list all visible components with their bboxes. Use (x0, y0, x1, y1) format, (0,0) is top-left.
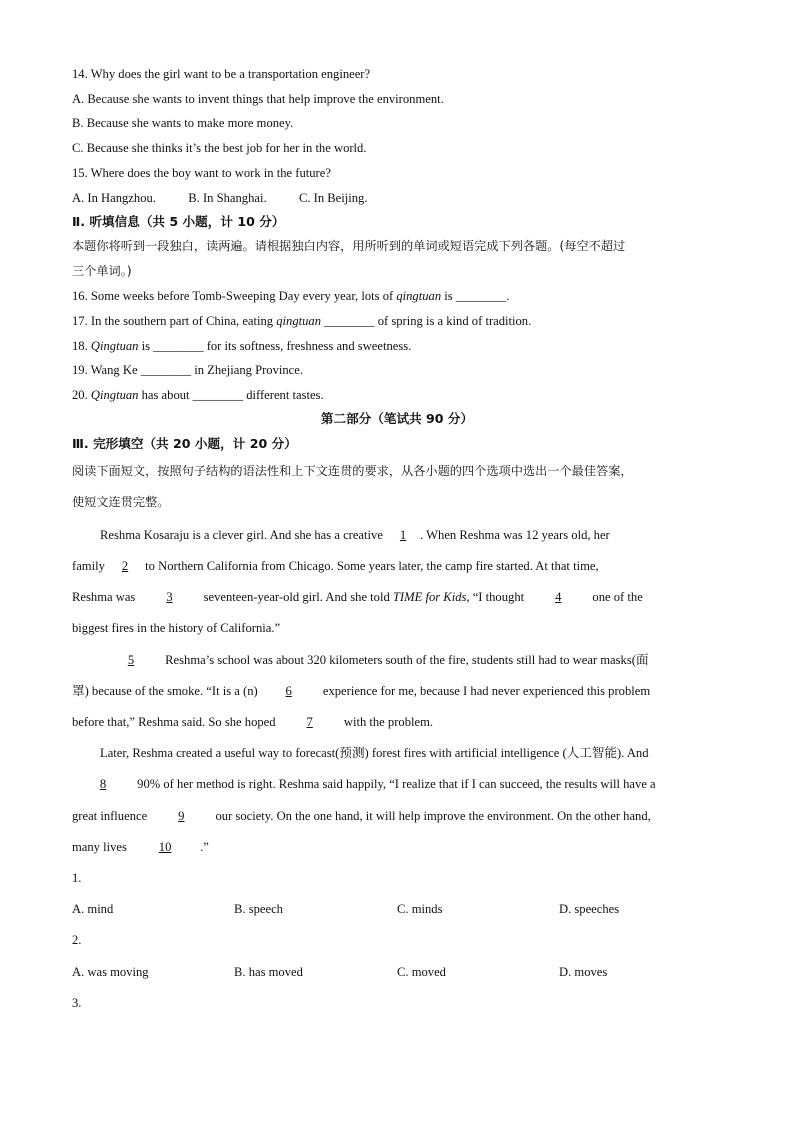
q14-option-a: A. Because she wants to invent things that help improve the environment. (72, 92, 444, 106)
q14-option-c: C. Because she thinks it’s the best job for her in the world. (72, 141, 367, 155)
cloze-blank-9: 9 (178, 809, 185, 823)
passage-line: Reshma was 3 seventeen-year-old girl. And she told TIME for Kids, “I thought 4 one of the (72, 590, 643, 604)
section-3-heading: Ⅲ. 完形填空（共 20 小题，计 20 分） (72, 436, 297, 451)
question-16: 16. Some weeks before Tomb-Sweeping Day every year, lots of qingtuan is ________. (72, 289, 510, 303)
choice-option: A. mind (72, 902, 114, 916)
q15-option-b: B. In Shanghai. (188, 191, 267, 205)
passage-line: great influence 9 our society. On the one hand, it will help improve the environment. On the other hand, (72, 809, 651, 823)
section-2-instruction-line-1: 本题你将听到一段独白，读两遍。请根据独白内容，用所听到的单词或短语完成下列各题。(每空不超过 (72, 239, 626, 253)
part-2-title: 第二部分（笔试共 90 分） (320, 411, 474, 426)
choice-option: C. moved (397, 965, 446, 979)
passage-line: 5 Reshma’s school was about 320 kilometers south of the fire, students still had to wear masks(面 (72, 652, 649, 668)
section-3-instruction-line-2: 使短文连贯完整。 (72, 495, 170, 509)
q15-option-a: A. In Hangzhou. (72, 191, 156, 205)
question-number: 3. (72, 996, 82, 1010)
cloze-blank-8: 8 (99, 777, 107, 791)
choice-option: C. minds (397, 902, 443, 916)
choice-option: A. was moving (72, 965, 149, 979)
passage-line: before that,” Reshma said. So she hoped 7 with the problem. (72, 715, 434, 729)
cloze-blank-10: 10 (158, 840, 172, 854)
section-3-instruction-line-1: 阅读下面短文，按照句子结构的语法性和上下文连贯的要求，从各小题的四个选项中选出一个最佳答案， (72, 464, 633, 478)
passage-line: 罩) because of the smoke. “It is a (n) 6 experience for me, because I had never experienced this problem (72, 684, 651, 698)
cloze-blank-3: 3 (166, 590, 173, 604)
choice-option: B. has moved (234, 965, 303, 979)
section-2-heading: Ⅱ. 听填信息（共 5 小题，计 10 分） (72, 214, 285, 229)
cloze-blank-2: 2 (121, 559, 129, 573)
cloze-blank-7: 7 (306, 715, 313, 729)
q14-option-b: B. Because she wants to make more money. (72, 116, 294, 130)
question-number: 1. (72, 871, 82, 885)
q15-option-c: C. In Beijing. (298, 191, 368, 205)
question-18: 18. Qingtuan is ________ for its softness, freshness and sweetness. (72, 339, 412, 353)
passage-line: many lives 10 .” (72, 840, 209, 854)
passage-line: Reshma Kosaraju is a clever girl. And she has a creative 1 . When Reshma was 12 years old, her (100, 528, 610, 542)
question-number: 2. (72, 933, 82, 947)
cloze-blank-1: 1 (399, 528, 407, 542)
cloze-blank-6: 6 (285, 684, 292, 698)
question-15: 15. Where does the boy want to work in the future? (72, 166, 331, 180)
section-2-instruction-line-2: 三个单词。) (72, 264, 132, 278)
passage-line: biggest fires in the history of California.” (72, 621, 281, 635)
passage-line: Later, Reshma created a useful way to forecast(预测) forest fires with artificial intelligence (人工智能). And (100, 746, 649, 760)
question-20: 20. Qingtuan has about ________ different tastes. (72, 388, 324, 402)
passage-line: 8 90% of her method is right. Reshma said happily, “I realize that if I can succeed, the results will have a (72, 776, 656, 792)
question-17: 17. In the southern part of China, eating qingtuan ________ of spring is a kind of tradition. (72, 314, 532, 328)
choice-option: B. speech (234, 902, 283, 916)
question-14: 14. Why does the girl want to be a transportation engineer? (72, 67, 371, 81)
cloze-blank-5: 5 (127, 653, 135, 667)
question-19: 19. Wang Ke ________ in Zhejiang Province. (72, 363, 303, 377)
choice-option: D. speeches (559, 902, 620, 916)
passage-line: family 2 to Northern California from Chicago. Some years later, the camp fire started. At that time, (72, 559, 599, 573)
choice-option: D. moves (559, 965, 608, 979)
q15-options (72, 190, 368, 206)
cloze-blank-4: 4 (555, 590, 562, 604)
